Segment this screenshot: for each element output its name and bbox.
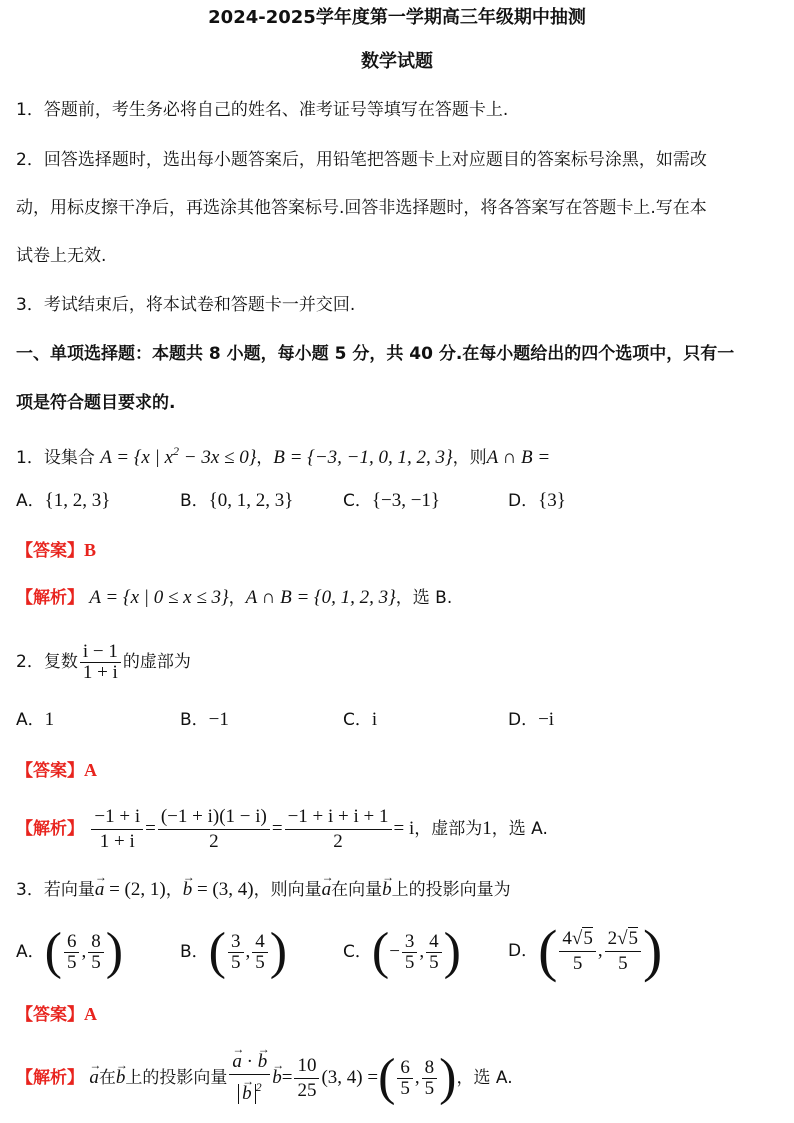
q3-option-b-frac-1 <box>228 932 244 973</box>
q3-option-b-letter: B． <box>180 942 209 962</box>
q3-d-n2-radicand: 5 <box>628 927 639 949</box>
q3-option-d-rparen: ) <box>643 918 663 983</box>
q3-prefix: 若向量 <box>43 880 95 900</box>
page-title: 2024-2025学年度第一学期高三年级期中抽测 <box>208 7 586 28</box>
q1-analysis-label: 【解析】 <box>16 588 84 608</box>
q3-vector-b-value: = (3, 4) <box>192 879 254 900</box>
q3-res-d2: 5 <box>424 1077 435 1099</box>
q3-option-c-letter: C． <box>343 942 372 962</box>
q3-option-a-frac-1 <box>64 932 80 973</box>
q1-option-c-letter: C． <box>343 491 372 511</box>
q3-c-neg: − <box>389 941 400 962</box>
q1-suffix: ，则 <box>452 448 487 468</box>
q3-option-c-frac-2 <box>426 932 442 973</box>
q1-option-b <box>180 489 293 513</box>
q3-a-n2: 8 <box>88 932 104 953</box>
q1-option-a <box>16 489 110 513</box>
q1-answer <box>16 538 96 563</box>
instruction-2-end: 试卷上无效. <box>16 246 107 266</box>
q3-d-comma: , <box>597 940 603 961</box>
q3-sep: ， <box>165 880 183 900</box>
q3-vector-a-2: → a <box>322 878 332 902</box>
q3-analysis-in: 在 <box>98 1068 116 1088</box>
q1-answer-value: B <box>84 540 97 560</box>
q2-option-b-value: −1 <box>208 709 229 730</box>
question-2 <box>16 640 191 684</box>
q3-option-b-rparen: ) <box>269 923 288 980</box>
q2-frac3-den: 2 <box>333 830 343 852</box>
q3-b-n1: 3 <box>228 932 244 953</box>
q2-analysis-frac-3 <box>285 805 392 854</box>
q3-mid-2: 在向量 <box>331 880 383 900</box>
q2-frac2-num: (−1 + i)(1 − i) <box>158 805 270 830</box>
q1-option-b-letter: B． <box>180 491 209 511</box>
q1-analysis-sep: ， <box>228 588 246 608</box>
q2-number: 2． <box>16 652 44 672</box>
q2-option-d-value: −i <box>538 709 555 730</box>
q3-d-d1: 5 <box>572 952 583 974</box>
q2-fraction <box>80 642 121 683</box>
q1-sep: ， <box>256 448 274 468</box>
q3-coef-num: 10 <box>294 1054 319 1079</box>
q2-frac1-num: −1 + i <box>91 805 143 830</box>
q3-option-b <box>180 924 287 980</box>
q3-proj-den-sq: 2 <box>255 1080 262 1094</box>
q3-option-d <box>508 920 662 982</box>
q3-a-d2: 5 <box>91 951 101 973</box>
q2-suffix: 的虚部为 <box>122 652 191 672</box>
q2-option-a <box>16 708 54 732</box>
q3-suffix: 上的投影向量为 <box>391 880 511 900</box>
q2-option-a-letter: A． <box>16 710 45 730</box>
q3-proj-den-b: → b <box>242 1084 252 1104</box>
instruction-1: 1．答题前，考生务必将自己的姓名、准考证号等填写在答题卡上. <box>16 100 509 120</box>
q2-option-d-letter: D． <box>508 710 539 730</box>
question-1 <box>16 439 550 470</box>
q2-answer-value: A <box>84 760 97 780</box>
instruction-2: 2．回答选择题时，选出每小题答案后，用铅笔把答题卡上对应题目的答案标号涂黑，如需改 <box>16 150 707 170</box>
q3-b-d2: 5 <box>255 951 265 973</box>
q3-c-n2: 4 <box>426 932 442 953</box>
q3-b-d1: 5 <box>231 951 241 973</box>
q3-analysis <box>16 1046 513 1110</box>
q2-answer <box>16 758 97 783</box>
q3-proj-num-a: → a <box>232 1050 242 1074</box>
q1-number: 1． <box>16 448 44 468</box>
q3-b-comma: , <box>245 941 251 962</box>
q2-option-b-letter: B． <box>180 710 209 730</box>
q2-answer-label: 【答案】 <box>16 761 84 781</box>
q3-analysis-res-frac-1 <box>397 1058 413 1099</box>
q2-analysis-end: ，选 A. <box>491 819 548 839</box>
q3-a-comma: , <box>81 941 87 962</box>
q2-result: = i <box>393 818 415 839</box>
q1-option-c-value: {−3, −1} <box>371 490 441 511</box>
q3-analysis-rparen: ) <box>439 1049 457 1106</box>
q3-analysis-vec-b: → b <box>116 1046 126 1110</box>
q3-analysis-res-frac-2 <box>422 1058 438 1099</box>
q3-d-n2 <box>605 927 641 952</box>
q3-vector-b-2: → b <box>382 878 392 902</box>
q2-option-b <box>180 708 229 732</box>
q1-analysis <box>16 586 452 610</box>
q3-vector-a: → a <box>95 878 105 902</box>
q3-res-comma: , <box>414 1067 420 1088</box>
q2-fraction-den: 1 + i <box>82 661 118 683</box>
q3-proj-dot: · <box>241 1051 258 1072</box>
q2-frac3-num: −1 + i + i + 1 <box>285 805 392 830</box>
q3-d-n2-coef: 2 <box>607 927 618 949</box>
q1-option-c <box>343 489 440 513</box>
q3-option-a <box>16 924 123 980</box>
q1-set-a-text: A = {x | x <box>100 447 174 468</box>
instruction-3: 3．考试结束后，将本试卷和答题卡一并交回. <box>16 295 356 315</box>
q1-option-a-value: {1, 2, 3} <box>44 490 111 511</box>
q2-eq-2: = <box>271 818 283 839</box>
q2-option-a-value: 1 <box>44 709 55 730</box>
q3-option-c <box>343 924 461 980</box>
q3-proj-den <box>229 1075 270 1106</box>
q1-prefix: 设集合 <box>43 448 95 468</box>
q3-option-a-rparen: ) <box>105 923 124 980</box>
q1-analysis-set: A = {x | 0 ≤ x ≤ 3} <box>89 587 229 608</box>
q3-a-d1: 5 <box>66 951 77 973</box>
q2-frac1-den: 1 + i <box>99 830 135 852</box>
q3-number: 3． <box>16 880 44 900</box>
section-heading: 一、单项选择题：本题共 8 小题，每小题 5 分，共 40 分.在每小题给出的四个选项中，只有一 <box>16 344 735 364</box>
q3-option-a-frac-2 <box>88 932 104 973</box>
q1-option-b-value: {0, 1, 2, 3} <box>208 490 294 511</box>
q2-option-c-letter: C． <box>343 710 372 730</box>
q3-res-d1: 5 <box>400 1077 410 1099</box>
q3-analysis-lparen: ( <box>378 1049 396 1106</box>
q3-d-n1-radicand: 5 <box>583 927 593 949</box>
q1-set-b: B = {−3, −1, 0, 1, 2, 3} <box>273 447 453 468</box>
instruction-2-cont: 动，用标皮擦干净后，再选涂其他答案标号.回答非选择题时，将各答案写在答题卡上.写在本 <box>16 198 707 218</box>
q2-analysis-text: ，虚部为 <box>414 819 483 839</box>
q3-coef-den: 25 <box>297 1079 317 1101</box>
q3-analysis-proj-frac <box>229 1050 270 1106</box>
q3-c-n1: 3 <box>402 932 418 953</box>
q3-d-n1-coef: 4 <box>562 927 572 949</box>
page-subtitle: 数学试题 <box>361 51 433 72</box>
q3-analysis-text: 上的投影向量 <box>125 1068 228 1088</box>
q3-analysis-label: 【解析】 <box>16 1068 84 1088</box>
q1-answer-label: 【答案】 <box>16 541 84 561</box>
q3-option-d-frac-1 <box>559 927 595 976</box>
q1-exponent: 2 <box>173 444 180 458</box>
q3-a-n1: 6 <box>64 932 80 953</box>
q2-option-c-value: i <box>371 709 378 730</box>
q3-analysis-coef-frac <box>294 1054 319 1103</box>
q1-set-a-rest: − 3x ≤ 0} <box>179 447 257 468</box>
q3-c-comma: , <box>419 941 425 962</box>
q3-mid-1: ，则向量 <box>253 880 322 900</box>
q2-analysis-label: 【解析】 <box>16 819 84 839</box>
q1-option-d <box>508 489 566 513</box>
q3-analysis-end: ，选 A. <box>456 1068 513 1088</box>
q1-option-a-letter: A． <box>16 491 45 511</box>
q3-option-d-frac-2 <box>605 927 641 976</box>
q3-analysis-eq: = <box>281 1067 293 1088</box>
q3-option-c-lparen: ( <box>371 923 390 980</box>
q2-fraction-num: i − 1 <box>80 642 121 663</box>
q1-ask: A ∩ B = <box>486 447 551 468</box>
q3-answer-value: A <box>84 1004 97 1024</box>
q3-d-n1 <box>559 927 595 952</box>
q2-prefix: 复数 <box>43 652 78 672</box>
q3-option-a-lparen: ( <box>44 923 62 980</box>
question-3 <box>16 878 511 902</box>
q3-proj-num-b: → b <box>258 1050 268 1074</box>
q2-analysis-frac-1 <box>91 805 143 854</box>
q2-option-d <box>508 708 554 732</box>
q3-res-n2: 8 <box>422 1058 438 1079</box>
q1-set-a <box>100 444 257 468</box>
q3-analysis-pair: (3, 4) = <box>321 1067 379 1088</box>
q2-eq-1: = <box>145 818 156 839</box>
q3-analysis-vec-a: → a <box>89 1046 99 1110</box>
q3-option-d-letter: D． <box>508 941 539 961</box>
q1-option-d-value: {3} <box>538 490 566 511</box>
section-heading-cont: 项是符合题目要求的. <box>16 393 176 413</box>
q2-analysis-one: 1 <box>482 818 492 839</box>
q3-c-d1: 5 <box>404 951 415 973</box>
q3-d-n2-sqrt: √5 <box>617 927 639 949</box>
q3-option-b-lparen: ( <box>208 923 226 980</box>
q3-analysis-vec-b-2: → b <box>272 1046 282 1110</box>
q3-option-c-rparen: ) <box>443 923 461 980</box>
q2-analysis <box>16 804 548 854</box>
q3-answer-label: 【答案】 <box>16 1005 84 1025</box>
q2-frac2-den: 2 <box>209 830 219 852</box>
q3-vector-a-value: = (2, 1) <box>104 879 166 900</box>
q3-d-n1-sqrt: √5 <box>571 927 593 949</box>
q3-option-c-frac-1 <box>402 932 418 973</box>
q3-res-n1: 6 <box>397 1058 413 1079</box>
q1-analysis-intersection: A ∩ B = {0, 1, 2, 3} <box>245 587 396 608</box>
q3-answer <box>16 1002 97 1027</box>
q3-option-b-frac-2 <box>252 932 268 973</box>
q1-option-d-letter: D． <box>508 491 539 511</box>
q2-option-c <box>343 708 377 732</box>
q3-option-d-lparen: ( <box>538 918 558 983</box>
q3-vector-b: → b <box>183 878 193 902</box>
q3-option-a-letter: A． <box>16 942 45 962</box>
q3-d-d2: 5 <box>618 952 628 974</box>
q3-b-n2: 4 <box>252 932 268 953</box>
q2-analysis-frac-2 <box>158 805 270 854</box>
q1-analysis-end: ，选 B. <box>395 588 453 608</box>
q3-c-d2: 5 <box>429 951 439 973</box>
